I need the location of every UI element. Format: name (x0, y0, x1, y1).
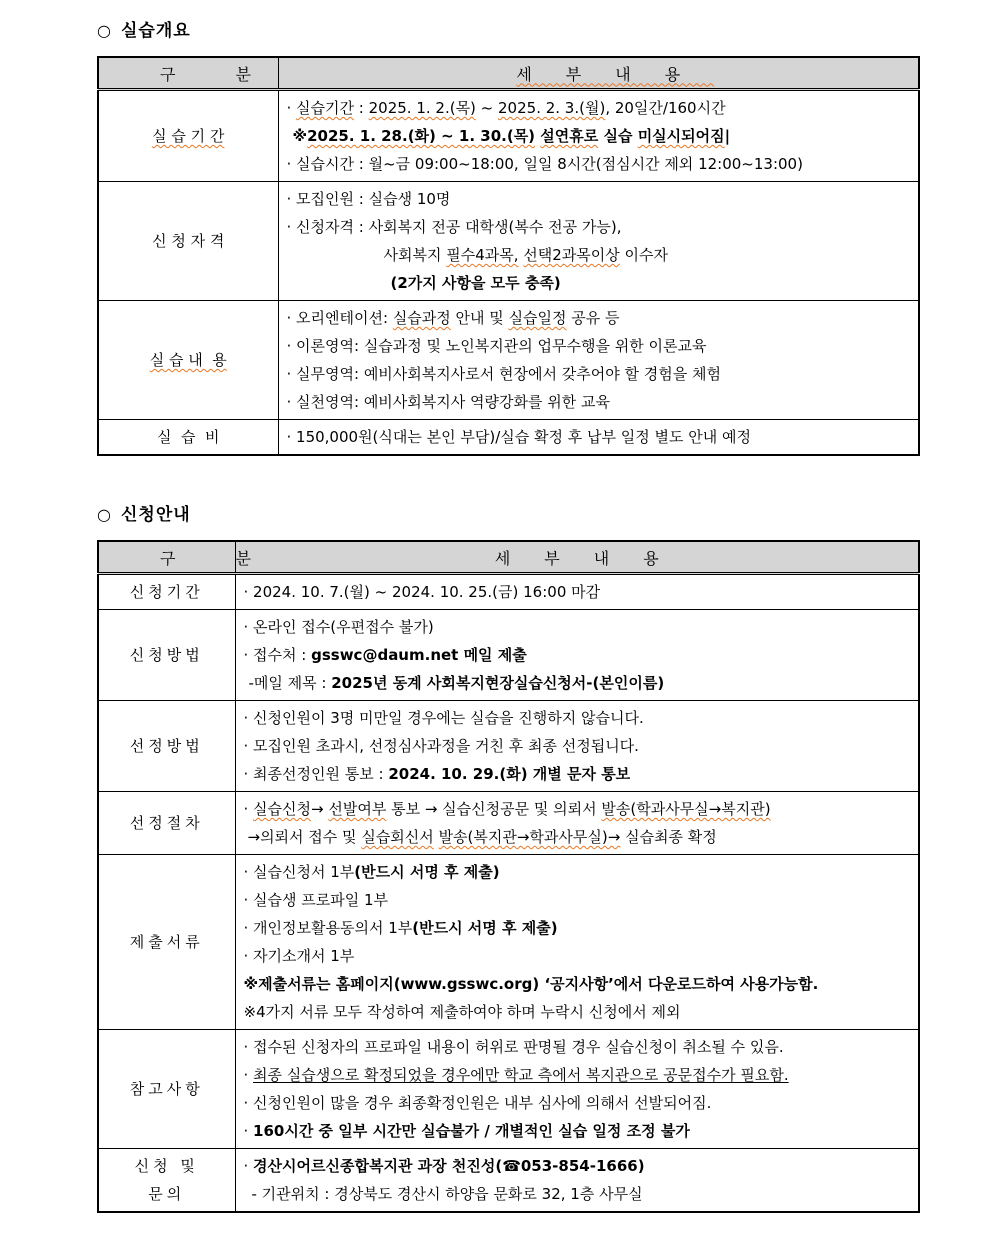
text-segment: 통보 → 실습신청공문 및 의뢰서 (386, 800, 602, 818)
text-segment: 2025년 동계 사회복지현장실습신청서-(본인이름) (331, 674, 665, 692)
header-cell (278, 57, 919, 90)
application-guide-table (97, 540, 920, 1213)
text-segment: 실 습 비 (156, 428, 220, 446)
content-line (99, 346, 278, 374)
row-content-cell (278, 301, 919, 420)
circle-bullet-icon: ○ (97, 505, 112, 524)
text-segment: 실습신청 (253, 800, 312, 818)
content-line (244, 914, 917, 942)
table-row (98, 701, 919, 792)
text-segment: · 150,000원(식대는 본인 부담)/실습 확정 후 납부 일정 별도 안내 예정 (286, 428, 752, 446)
text-segment: 2025. 1. 28.(화) ~ 1. 30.(목) (307, 127, 536, 145)
text-segment: 2024. 10. 29.(화) 개별 문자 통보 (388, 765, 631, 783)
text-segment: · 오리엔테이션: (286, 309, 393, 327)
text-segment: 2025. 1. 2.(목) (368, 99, 476, 117)
text-segment: 선정방법 (129, 737, 204, 755)
content-line (99, 1152, 235, 1180)
row-content-cell (278, 182, 919, 301)
content-line (99, 122, 278, 150)
table-row (98, 855, 919, 1030)
text-segment: - 기관위치 : 경상북도 경산시 하양읍 문화로 32, 1층 사무실 (251, 1185, 643, 1203)
row-content-cell (278, 90, 919, 182)
section-title-overview (97, 16, 992, 41)
content-line (287, 269, 917, 297)
content-line (244, 1180, 917, 1208)
row-label-cell (98, 90, 278, 182)
content-line (244, 641, 917, 669)
content-line (244, 732, 917, 760)
text-segment: · 실습신청서 1부 (243, 863, 355, 881)
text-segment: 2025. 2. 3.(월) (498, 99, 606, 117)
text-segment: · (243, 1157, 254, 1175)
content-line (287, 122, 917, 150)
section-title-application (97, 500, 992, 525)
row-content-cell (235, 855, 919, 1030)
text-segment: 실습회신서 (361, 828, 434, 846)
text-segment: · 신청인원이 많을 경우 최종확정인원은 내부 심사에 의해서 선발되어짐. (243, 1094, 712, 1112)
content-line (287, 185, 917, 213)
text-segment: · 모집인원 : 실습생 10명 (286, 190, 451, 208)
text-segment: 최종 실습생으로 확정되었을 경우에만 학교 측에서 복지관으로 공문접수가 필요함. (253, 1066, 789, 1084)
text-segment: 참고사항 (129, 1080, 204, 1098)
content-line (99, 928, 235, 956)
content-line (244, 704, 917, 732)
text-segment: · 온라인 접수(우편접수 불가) (243, 618, 434, 636)
content-line (287, 241, 917, 269)
text-segment: · 개인정보활용동의서 1부 (243, 919, 413, 937)
text-segment: ※4가지 서류 모두 작성하여 제출하여야 하며 누락시 신청에서 제외 (243, 1003, 681, 1021)
row-label-cell (98, 792, 235, 855)
table-row (98, 1149, 919, 1213)
content-line (287, 94, 917, 122)
text-segment: → (311, 800, 329, 818)
content-line (99, 641, 235, 669)
content-line (287, 332, 917, 360)
text-segment: 미실시되어짐 (637, 127, 725, 145)
text-segment: 발송(복지관→학과사무실)→ (438, 828, 621, 846)
content-line (244, 942, 917, 970)
header-cell (98, 57, 311, 90)
text-segment: 실습최종 확정 (620, 828, 717, 846)
text-segment: · (243, 800, 254, 818)
content-line (244, 613, 917, 641)
text-segment: 실 습 내 용 (149, 351, 227, 369)
content-line (99, 578, 235, 606)
text-segment: : (354, 99, 369, 117)
text-segment: , 20일간/160시간 (605, 99, 726, 117)
content-line (244, 886, 917, 914)
text-segment: 신청 및 (134, 1157, 199, 1175)
content-line (244, 669, 917, 697)
row-content-cell (235, 610, 919, 701)
content-line (244, 1152, 917, 1180)
text-segment: 공유 등 (566, 309, 620, 327)
text-segment: (2가지 사항을 모두 충족) (390, 274, 561, 292)
row-content-cell (278, 420, 919, 456)
text-segment: · (243, 1122, 254, 1140)
row-label-cell (98, 182, 278, 301)
table-row (98, 90, 919, 182)
text-segment: 선발여부 (328, 800, 387, 818)
text-segment: 세부내용 (516, 64, 715, 84)
text-segment: 실습기간 (296, 99, 355, 117)
table-row (98, 182, 919, 301)
row-label-cell (98, 420, 278, 456)
practicum-overview-table (97, 56, 920, 456)
row-label-cell (98, 1149, 235, 1213)
table-row (98, 420, 919, 456)
content-line (99, 732, 235, 760)
row-content-cell (235, 1030, 919, 1149)
content-line (244, 970, 917, 998)
circle-bullet-icon: ○ (97, 21, 112, 40)
row-label-cell (98, 574, 235, 610)
text-segment: 세부내용 (494, 548, 693, 568)
content-line (287, 388, 917, 416)
text-segment: 사회복지 (383, 246, 447, 264)
row-content-cell (235, 701, 919, 792)
text-segment: -메일 제목 : (248, 674, 332, 692)
content-line (287, 304, 917, 332)
text-segment: · 실천영역: 예비사회복지사 역량강화를 위한 교육 (286, 393, 610, 411)
text-segment: | (724, 127, 731, 145)
content-line (99, 1075, 235, 1103)
content-line (287, 213, 917, 241)
content-line (244, 1061, 917, 1089)
text-segment: 안내 및 (450, 309, 509, 327)
text-segment: 구분 (160, 64, 311, 84)
text-segment: · 최종선정인원 통보 : (243, 765, 389, 783)
row-label-cell (98, 855, 235, 1030)
text-segment: gsswc@daum.net 메일 제출 (311, 646, 527, 664)
row-label-cell (98, 1030, 235, 1149)
content-line (244, 1089, 917, 1117)
text-segment: · (243, 1066, 254, 1084)
content-line (244, 578, 917, 606)
text-segment: 신 청 자 격 (152, 232, 225, 250)
section-title-text: 신청안내 (120, 505, 191, 525)
table-header-row (98, 57, 919, 90)
header-cell (98, 541, 311, 574)
table-row (98, 792, 919, 855)
text-segment: 필수4과목, (446, 246, 519, 264)
text-segment: →의뢰서 접수 및 (247, 828, 362, 846)
row-label-cell (98, 610, 235, 701)
text-segment: · 실습시간 : 월~금 09:00~18:00, 일일 8시간(점심시간 제외 12:00~13:00) (286, 155, 803, 173)
text-segment: (반드시 서명 후 제출) (412, 919, 558, 937)
text-segment: 160시간 중 일부 시간만 실습불가 / 개별적인 실습 일정 조정 불가 (253, 1122, 690, 1140)
text-segment: · 이론영역: 실습과정 및 노인복지관의 업무수행을 위한 이론교육 (286, 337, 707, 355)
text-segment: 문의 (148, 1185, 186, 1203)
row-content-cell (235, 574, 919, 610)
section-title-text: 실습개요 (120, 21, 191, 41)
text-segment: · 접수된 신청자의 프로파일 내용이 허위로 판명될 경우 실습신청이 취소될 수 있음. (243, 1038, 784, 1056)
text-segment: 선정절차 (129, 814, 204, 832)
text-segment: 실 습 기 간 (152, 127, 225, 145)
text-segment: ※제출서류는 홈페이지(www.gsswc.org) ‘공지사항’에서 다운로드하여 사용가능함. (243, 975, 819, 993)
content-line (287, 360, 917, 388)
table-row (98, 1030, 919, 1149)
content-line (244, 1117, 917, 1145)
text-segment: 설연휴로 (540, 127, 599, 145)
text-segment: · 모집인원 초과시, 선정심사과정을 거친 후 최종 선정됩니다. (243, 737, 639, 755)
content-line (99, 423, 278, 451)
text-segment: (반드시 서명 후 제출) (354, 863, 500, 881)
text-segment: 실습과정 (392, 309, 451, 327)
table-row (98, 610, 919, 701)
row-content-cell (235, 792, 919, 855)
content-line (99, 1180, 235, 1208)
text-segment: 선택2과목이상 (523, 246, 620, 264)
text-segment: 실습일정 (508, 309, 567, 327)
text-segment: 신청방법 (129, 646, 204, 664)
content-line (244, 823, 917, 851)
text-segment: · 신청자격 : 사회복지 전공 대학생(복수 전공 가능), (286, 218, 622, 236)
text-segment: 신청기간 (129, 583, 204, 601)
content-line (244, 858, 917, 886)
content-line (99, 809, 235, 837)
text-segment: · 실무영역: 예비사회복지사로서 현장에서 갖추어야 할 경험을 체험 (286, 365, 721, 383)
header-cell (235, 541, 919, 574)
text-segment: 발송(학과사무실→복지관) (601, 800, 771, 818)
content-line (244, 1033, 917, 1061)
content-line (287, 423, 917, 451)
text-segment: 경산시어르신종합복지관 과장 천진성(☎053-854-1666) (253, 1157, 645, 1175)
text-segment: · 실습생 프로파일 1부 (243, 891, 389, 909)
text-segment: · 2024. 10. 7.(월) ~ 2024. 10. 25.(금) 16:00 마감 (243, 583, 601, 601)
content-line (99, 227, 278, 255)
row-content-cell (235, 1149, 919, 1213)
text-segment: 구분 (160, 548, 311, 568)
text-segment: 이수자 (619, 246, 669, 264)
text-segment: ~ (475, 99, 499, 117)
table-header-row (98, 541, 919, 574)
text-segment: ※ (292, 127, 308, 145)
row-label-cell (98, 301, 278, 420)
content-line (287, 150, 917, 178)
text-segment: · 접수처 : (243, 646, 312, 664)
table-row (98, 574, 919, 610)
text-segment: · 신청인원이 3명 미만일 경우에는 실습을 진행하지 않습니다. (243, 709, 644, 727)
content-line (244, 760, 917, 788)
text-segment: · 자기소개서 1부 (243, 947, 355, 965)
text-segment: 실습 (598, 127, 638, 145)
text-segment: 제출서류 (129, 933, 204, 951)
content-line (244, 795, 917, 823)
text-segment: · (286, 99, 297, 117)
table-row (98, 301, 919, 420)
content-line (244, 998, 917, 1026)
row-label-cell (98, 701, 235, 792)
